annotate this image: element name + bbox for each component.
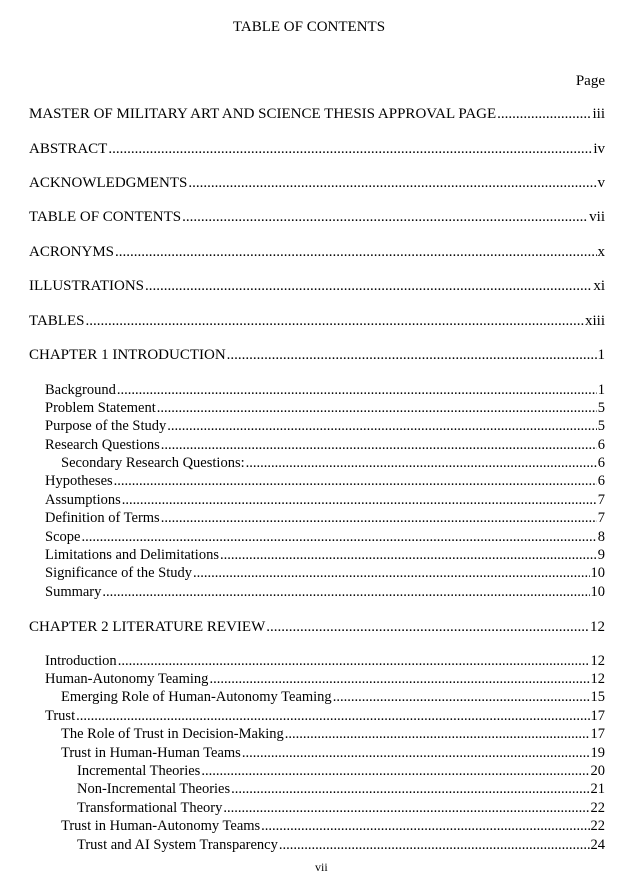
leader-dots: [209, 670, 589, 688]
toc-entry-approval-page[interactable]: [29, 104, 605, 124]
leader-dots: [118, 652, 590, 670]
leader-dots: [114, 472, 597, 490]
toc-entry-label: CHAPTER 2 LITERATURE REVIEW: [29, 619, 266, 635]
toc-entry-role-of-trust[interactable]: [61, 725, 605, 743]
toc-entry-label: Introduction: [45, 653, 117, 669]
toc-entry-page: 7: [597, 510, 605, 526]
leader-dots: [193, 564, 590, 582]
leader-dots: [285, 725, 590, 743]
leader-dots: [161, 436, 597, 454]
toc-entry-page: 1: [597, 347, 605, 363]
toc-entry-label: Emerging Role of Human-Autonomy Teaming: [61, 689, 332, 705]
toc-entry-page: xi: [593, 278, 605, 294]
toc-entry-label: ACRONYMS: [29, 244, 115, 260]
leader-dots: [266, 617, 589, 637]
toc-entry-page: xiii: [584, 313, 605, 329]
toc-entry-page: 5: [597, 418, 605, 434]
toc-entry-label: Trust: [45, 708, 76, 724]
toc-entry-page: 15: [590, 689, 605, 705]
toc-entry-purpose[interactable]: [45, 417, 605, 435]
toc-entry-page: 6: [597, 473, 605, 489]
toc-entry-label: ACKNOWLEDGMENTS: [29, 175, 188, 191]
toc-entry-assumptions[interactable]: [45, 491, 605, 509]
toc-entry-incremental-theories[interactable]: [77, 762, 605, 780]
toc-entry-label: ABSTRACT: [29, 141, 108, 157]
leader-dots: [76, 707, 589, 725]
toc-entry-page: 10: [590, 584, 605, 600]
leader-dots: [220, 546, 597, 564]
leader-dots: [246, 454, 597, 472]
leader-dots: [279, 836, 590, 854]
toc-entry-label: Background: [45, 382, 116, 398]
leader-dots: [182, 207, 588, 227]
toc-entry-summary[interactable]: [45, 583, 605, 601]
toc-entry-page: 12: [590, 671, 605, 687]
leader-dots: [242, 744, 590, 762]
toc-entry-page: 5: [597, 400, 605, 416]
toc-entry-label: Definition of Terms: [45, 510, 160, 526]
toc-entry-label: Research Questions: [45, 437, 160, 453]
toc-entry-label: ILLUSTRATIONS: [29, 278, 144, 294]
toc-chapter-1[interactable]: [29, 345, 605, 365]
toc-entry-label: Secondary Research Questions:: [61, 455, 245, 471]
toc-chapter-2[interactable]: [29, 617, 605, 637]
toc-entry-label: Problem Statement: [45, 400, 156, 416]
toc-entry-label: Trust and AI System Transparency: [77, 837, 278, 853]
toc-entry-label: Hypotheses: [45, 473, 113, 489]
leader-dots: [117, 381, 597, 399]
toc-entry-introduction[interactable]: [45, 652, 605, 670]
toc-entry-scope[interactable]: [45, 528, 605, 546]
toc-entry-label: TABLES: [29, 313, 85, 329]
toc-entry-page: 21: [590, 781, 605, 797]
toc-entry-hypotheses[interactable]: [45, 472, 605, 490]
toc-entry-page: v: [597, 175, 605, 191]
toc-entry-label: Assumptions: [45, 492, 121, 508]
toc-entry-abstract[interactable]: [29, 139, 605, 159]
page-column-header: Page: [575, 73, 605, 89]
toc-entry-page: 12: [590, 619, 605, 635]
toc-entry-page: 19: [590, 745, 605, 761]
leader-dots: [161, 509, 597, 527]
toc-entry-label: Scope: [45, 529, 81, 545]
toc-entry-label: Trust in Human-Human Teams: [61, 745, 241, 761]
toc-entry-trust-human-human[interactable]: [61, 744, 605, 762]
toc-entry-page: 6: [597, 437, 605, 453]
leader-dots: [497, 104, 591, 124]
leader-dots: [188, 173, 596, 193]
toc-entry-page: 7: [597, 492, 605, 508]
toc-entry-label: Purpose of the Study: [45, 418, 167, 434]
toc-entry-page: 6: [597, 455, 605, 471]
toc-entry-non-incremental-theories[interactable]: [77, 780, 605, 798]
toc-entry-page: iv: [593, 141, 605, 157]
toc-entry-label: Limitations and Delimitations: [45, 547, 219, 563]
toc-entry-page: 8: [597, 529, 605, 545]
leader-dots: [333, 688, 590, 706]
toc-entry-label: Trust in Human-Autonomy Teams: [61, 818, 261, 834]
toc-entry-trust-human-autonomy[interactable]: [61, 817, 605, 835]
toc-entry-transformational-theory[interactable]: [77, 799, 605, 817]
toc-entry-label: CHAPTER 1 INTRODUCTION: [29, 347, 226, 363]
toc-entry-page: 12: [590, 653, 605, 669]
leader-dots: [81, 528, 596, 546]
toc-entry-problem-statement[interactable]: [45, 399, 605, 417]
leader-dots: [145, 276, 592, 296]
toc-entry-page: iii: [592, 106, 605, 122]
leader-dots: [167, 417, 597, 435]
toc-entry-page: 22: [590, 800, 605, 816]
toc-entry-acknowledgments[interactable]: [29, 173, 605, 193]
leader-dots: [157, 399, 597, 417]
toc-entry-page: 24: [590, 837, 605, 853]
toc-entry-page: 10: [590, 565, 605, 581]
toc-entry-label: Incremental Theories: [77, 763, 201, 779]
leader-dots: [231, 780, 589, 798]
leader-dots: [102, 583, 589, 601]
leader-dots: [108, 139, 592, 159]
toc-entry-human-autonomy-teaming[interactable]: [45, 670, 605, 688]
leader-dots: [115, 242, 596, 262]
toc-entry-page: vii: [589, 209, 605, 225]
toc-entry-definition-of-terms[interactable]: [45, 509, 605, 527]
toc-entry-table-of-contents[interactable]: [29, 207, 605, 227]
toc-entry-page: 22: [590, 818, 605, 834]
toc-entry-emerging-role[interactable]: [61, 688, 605, 706]
leader-dots: [122, 491, 597, 509]
toc-entry-label: Human-Autonomy Teaming: [45, 671, 209, 687]
toc-entry-label: Transformational Theory: [77, 800, 223, 816]
page-title: TABLE OF CONTENTS: [232, 19, 386, 35]
toc-entry-label: The Role of Trust in Decision-Making: [61, 726, 284, 742]
toc-entry-page: 17: [590, 708, 605, 724]
toc-entry-label: Significance of the Study: [45, 565, 192, 581]
toc-entry-illustrations[interactable]: [29, 276, 605, 296]
toc-entry-limitations[interactable]: [45, 546, 605, 564]
toc-entry-page: x: [597, 244, 605, 260]
toc-entry-label: Summary: [45, 584, 102, 600]
leader-dots: [85, 311, 584, 331]
footer-page-number: vii: [315, 860, 328, 874]
toc-entry-secondary-questions[interactable]: [61, 454, 605, 472]
toc-entry-page: 20: [590, 763, 605, 779]
toc-entry-acronyms[interactable]: [29, 242, 605, 262]
toc-entry-page: 17: [590, 726, 605, 742]
leader-dots: [201, 762, 589, 780]
toc-entry-page: 9: [597, 547, 605, 563]
toc-entry-tables[interactable]: [29, 311, 605, 331]
leader-dots: [227, 345, 597, 365]
toc-entry-label: TABLE OF CONTENTS: [29, 209, 182, 225]
toc-entry-page: 1: [597, 382, 605, 398]
leader-dots: [223, 799, 589, 817]
toc-entry-significance[interactable]: [45, 564, 605, 582]
toc-entry-background[interactable]: [45, 381, 605, 399]
toc-entry-label: Non-Incremental Theories: [77, 781, 231, 797]
toc-entry-ai-transparency[interactable]: [77, 836, 605, 854]
toc-entry-trust[interactable]: [45, 707, 605, 725]
leader-dots: [261, 817, 589, 835]
toc-entry-label: MASTER OF MILITARY ART AND SCIENCE THESIS APPROVAL PAGE: [29, 106, 497, 122]
toc-entry-research-questions[interactable]: [45, 436, 605, 454]
